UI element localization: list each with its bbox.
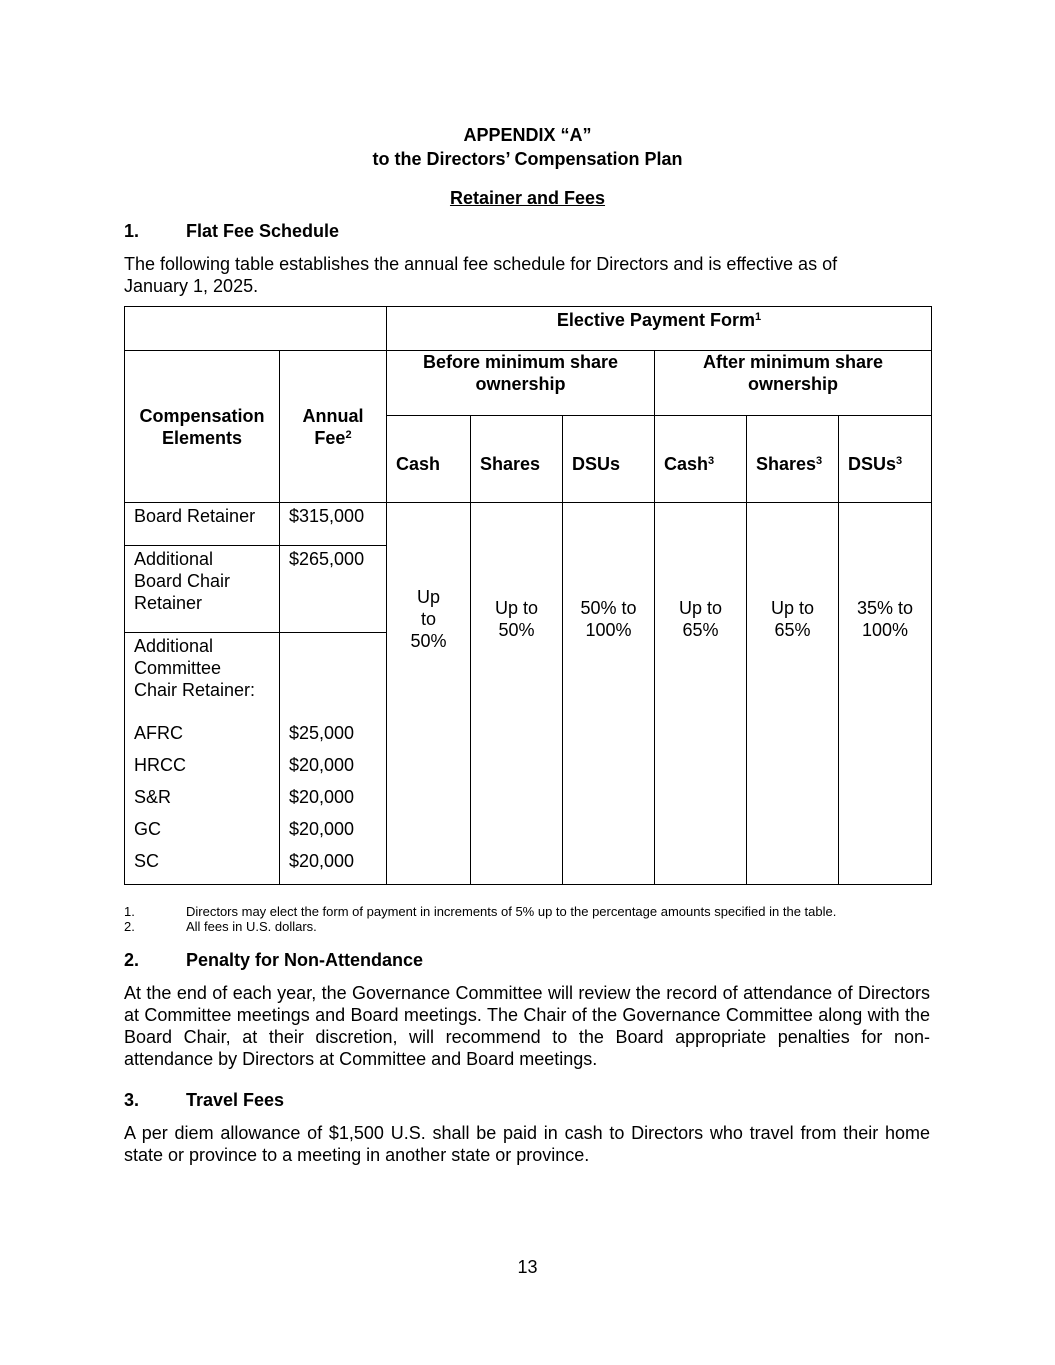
- after-ownership-header: After minimum share ownership: [655, 351, 932, 416]
- section-1-heading: [124, 221, 339, 242]
- col-header-shares-after: Shares$^3$: [747, 416, 839, 503]
- element-cell: Board Retainer: [125, 503, 280, 546]
- col-header-cash: Cash: [387, 416, 471, 503]
- payment-cash-after: Up to 65%: [655, 503, 747, 885]
- fee-cell: [280, 633, 387, 885]
- element-cell: Additional Committee Chair Retainer: AFRC HRCC S&R GC SC: [125, 633, 280, 885]
- compensation-elements-header: Compensation Elements: [125, 351, 280, 503]
- title-line-1: APPENDIX “A”: [463, 125, 592, 145]
- committee-fee: $20,000: [289, 755, 355, 775]
- elective-payment-header: Elective Payment Form$^1$: [387, 307, 932, 351]
- col-header-dsus-after: DSUs$^3$: [839, 416, 932, 503]
- appendix-title: [0, 123, 1055, 171]
- section-3-text: A per diem allowance of $1,500 U.S. shall be paid in cash to Directors who travel from their home state or province to a meeting in another state or province.: [124, 1123, 930, 1165]
- payment-shares-before: Up to 50%: [471, 503, 563, 885]
- committee-name: S&R: [134, 787, 172, 807]
- committee-name: AFRC: [134, 723, 183, 743]
- committee-name: GC: [134, 819, 161, 839]
- element-cell: Additional Board Chair Retainer: [125, 546, 280, 633]
- title-line-2: to the Directors’ Compensation Plan: [372, 149, 683, 169]
- table-row: [125, 503, 932, 546]
- section-number: 1.: [124, 221, 140, 241]
- section-2-heading: 2. Penalty for Non-Attendance: [124, 950, 424, 970]
- payment-dsus-after: 35% to 100%: [839, 503, 932, 885]
- fee-cell: $265,000: [280, 546, 387, 633]
- annual-fee-header: Annual Fee$^2$: [280, 351, 387, 503]
- payment-shares-after: Up to 65%: [747, 503, 839, 885]
- section-title: Flat Fee Schedule: [186, 221, 340, 241]
- fee-schedule-table: [124, 306, 932, 885]
- committee-fee: $20,000: [289, 819, 355, 839]
- before-ownership-header: Before minimum share ownership: [387, 351, 655, 416]
- fee-cell: $315,000: [280, 503, 387, 546]
- committee-fee: $20,000: [289, 851, 355, 871]
- subtitle: Retainer and Fees: [449, 188, 606, 208]
- subtitle-wrap: [0, 188, 1055, 209]
- payment-cash-before: Up to 50%: [387, 503, 471, 885]
- footnotes: [124, 904, 836, 934]
- col-header-shares: Shares: [471, 416, 563, 503]
- committee-fee: $20,000: [289, 787, 355, 807]
- section-2-text: At the end of each year, the Governance Committee will review the record of attendance of Directors at Committee meetings and Board meetings. The Chair of the Governance Committee along with the Board Chair, at their discretion, will recommend to the Board appropriate penalties for non-attendance by Directors at Committee and Board meetings.: [124, 983, 930, 1069]
- empty-header-cell: [125, 307, 387, 351]
- footnote: 2. All fees in U.S. dollars.: [124, 919, 317, 934]
- committee-name: SC: [134, 851, 160, 871]
- section-3-heading: 3. Travel Fees: [124, 1090, 285, 1110]
- committee-fee: $25,000: [289, 723, 355, 743]
- col-header-cash-after: Cash$^3$: [655, 416, 747, 503]
- col-header-dsus: DSUs: [563, 416, 655, 503]
- payment-dsus-before: 50% to 100%: [563, 503, 655, 885]
- section-1-text: The following table establishes the annual fee schedule for Directors and is effective as of January 1, 2025.: [124, 254, 838, 296]
- page-number: 13: [517, 1257, 538, 1277]
- footnote: 1. Directors may elect the form of payment in increments of 5% up to the percentage amounts specified in the table.: [124, 904, 837, 919]
- committee-name: HRCC: [134, 755, 186, 775]
